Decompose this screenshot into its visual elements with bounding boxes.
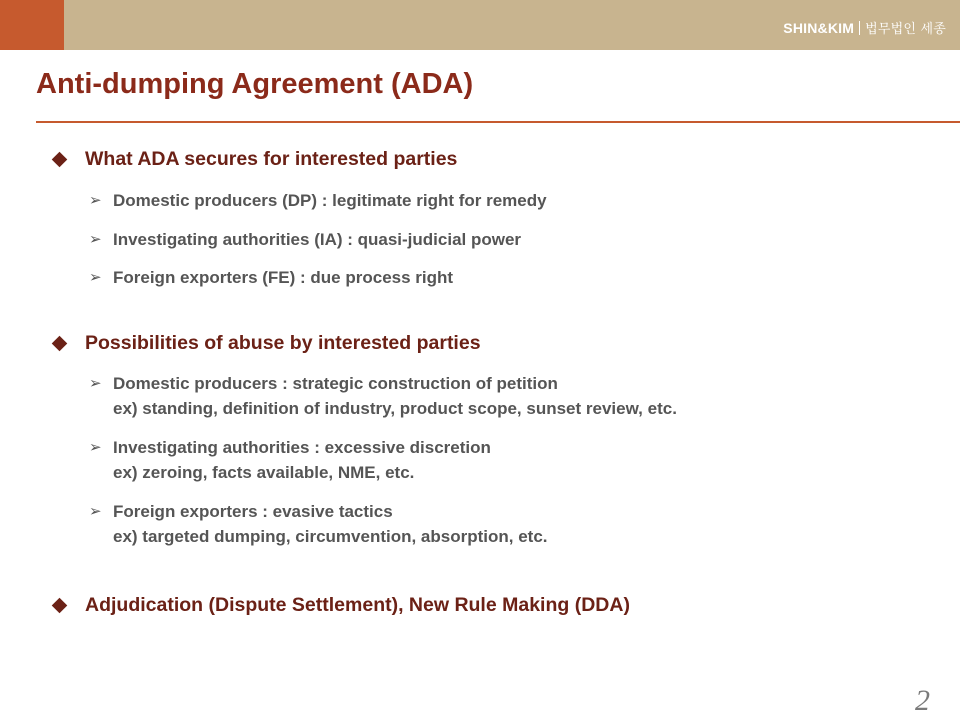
section-heading xyxy=(52,332,481,355)
bullet-item xyxy=(89,435,491,485)
bullet-item xyxy=(89,371,677,421)
brand-logo xyxy=(783,18,946,37)
bullet-example: ex) standing, definition of industry, product scope, sunset review, etc. xyxy=(113,399,677,418)
diamond-bullet-icon xyxy=(52,598,68,614)
diamond-bullet-icon xyxy=(52,152,68,168)
slide-title: Anti-dumping Agreement (ADA) xyxy=(36,68,474,100)
section-1 xyxy=(52,148,457,171)
bullet-text: Domestic producers : strategic construction of petition xyxy=(113,374,558,393)
section-heading xyxy=(52,148,457,171)
bullet-item xyxy=(89,188,547,213)
arrow-bullet-icon: ➢ xyxy=(89,192,102,209)
brand-name-en: SHIN&KIM xyxy=(783,20,855,36)
arrow-bullet-icon: ➢ xyxy=(89,503,102,520)
arrow-bullet-icon: ➢ xyxy=(89,231,102,248)
arrow-bullet-icon: ➢ xyxy=(89,269,102,286)
arrow-bullet-icon: ➢ xyxy=(89,375,102,392)
header-bar xyxy=(0,0,960,50)
section-3 xyxy=(52,594,630,617)
section-heading-text: What ADA secures for interested parties xyxy=(85,148,458,170)
bullet-text: Investigating authorities (IA) : quasi-judicial power xyxy=(113,230,522,249)
bullet-text: Foreign exporters : evasive tactics xyxy=(113,502,393,521)
bullet-example: ex) targeted dumping, circumvention, absorption, etc. xyxy=(113,527,548,546)
brand-separator xyxy=(859,21,860,35)
diamond-bullet-icon xyxy=(52,336,68,352)
bullet-text: Foreign exporters (FE) : due process right xyxy=(113,268,454,287)
section-2 xyxy=(52,332,481,355)
page-number: 2 xyxy=(915,684,930,717)
section-heading-text: Adjudication (Dispute Settlement), New Rule Making (DDA) xyxy=(85,594,630,616)
arrow-bullet-icon: ➢ xyxy=(89,439,102,456)
section-heading-text: Possibilities of abuse by interested parties xyxy=(85,332,481,354)
bullet-item xyxy=(89,265,453,290)
bullet-text: Domestic producers (DP) : legitimate right for remedy xyxy=(113,191,547,210)
title-divider xyxy=(36,121,960,123)
bullet-item xyxy=(89,499,548,549)
bullet-text: Investigating authorities : excessive discretion xyxy=(113,438,491,457)
bullet-example: ex) zeroing, facts available, NME, etc. xyxy=(113,463,415,482)
header-accent-block xyxy=(0,0,64,50)
bullet-item xyxy=(89,227,521,252)
brand-name-ko: 법무법인 세종 xyxy=(865,22,946,37)
section-heading xyxy=(52,594,630,617)
